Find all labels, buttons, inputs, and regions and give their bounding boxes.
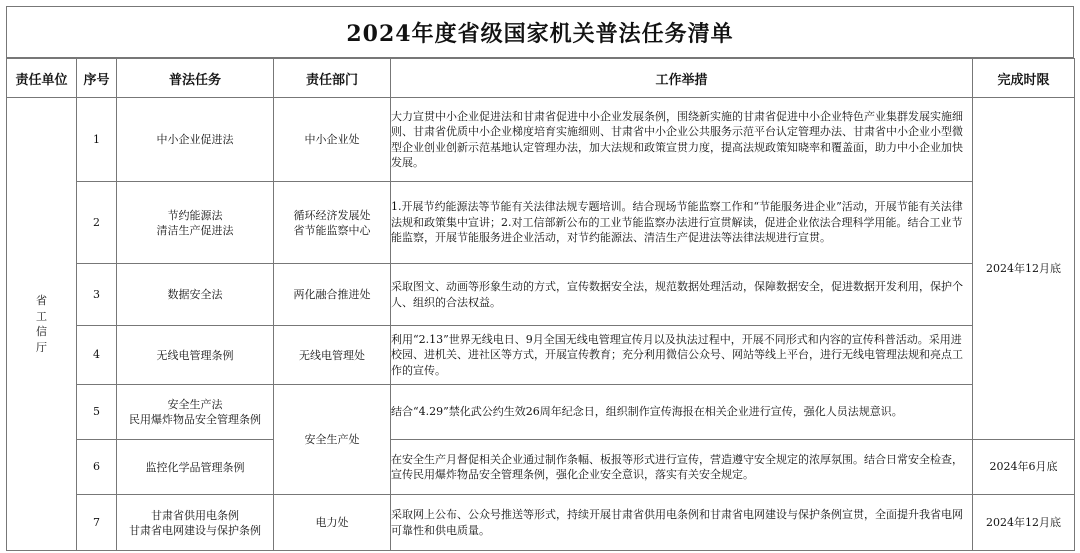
task-cell xyxy=(117,495,274,551)
task-line: 清洁生产促进法 xyxy=(156,223,234,237)
deadline-cell: 2024年6月底 xyxy=(973,440,1075,495)
row-number: 6 xyxy=(77,440,117,495)
dept-line: 两化融合推进处 xyxy=(293,288,371,301)
measures-cell: 采取图文、动画等形象生动的方式，宣传数据安全法，规范数据处理活动，保障数据安全，促进数据开发利用，保护个人、组织的合法权益。 xyxy=(391,264,973,326)
table-row xyxy=(7,264,1075,326)
header-dept: 责任部门 xyxy=(274,59,391,98)
task-cell xyxy=(117,182,274,264)
task-line: 监控化学品管理条例 xyxy=(145,460,245,474)
dept-line: 电力处 xyxy=(315,516,349,529)
task-cell xyxy=(117,440,274,495)
header-unit: 责任单位 xyxy=(7,59,77,98)
deadline-cell: 2024年12月底 xyxy=(973,98,1075,440)
row-number: 3 xyxy=(77,264,117,326)
task-line: 节约能源法 xyxy=(167,208,223,222)
table-row xyxy=(7,385,1075,440)
row-number: 7 xyxy=(77,495,117,551)
dept-cell xyxy=(274,98,391,182)
header-deadline: 完成时限 xyxy=(973,59,1075,98)
header-measures: 工作举措 xyxy=(391,59,973,98)
row-number: 4 xyxy=(77,326,117,385)
measures-cell: 利用“2.13”世界无线电日、9月全国无线电管理宣传月以及执法过程中，开展不同形式和内容的宣传科普活动。采用进校园、进机关、进社区等方式，开展宣传教育；充分利用微信公众号、网站等线上平台，进行无线电管理法规和亮点工作的宣传。 xyxy=(391,326,973,385)
measures-cell: 结合“4.29”禁化武公约生效26周年纪念日，组织制作宣传海报在相关企业进行宣传，强化人员法规意识。 xyxy=(391,385,973,440)
table-row xyxy=(7,326,1075,385)
task-line: 中小企业促进法 xyxy=(156,133,234,146)
row-number: 2 xyxy=(77,182,117,264)
deadline-cell: 2024年12月底 xyxy=(973,495,1075,551)
task-line: 民用爆炸物品安全管理条例 xyxy=(129,413,261,426)
document-title: 2024年度省级国家机关普法任务清单 xyxy=(6,6,1074,58)
task-cell xyxy=(117,98,274,182)
task-line: 数据安全法 xyxy=(167,288,223,301)
table-row xyxy=(7,98,1075,182)
row-number: 1 xyxy=(77,98,117,182)
measures-cell: 大力宣贯中小企业促进法和甘肃省促进中小企业发展条例，围绕新实施的甘肃省促进中小企业特色产业集群发展实施细则、甘肃省优质中小企业梯度培育实施细则、甘肃省中小企业公共服务示范平台认定管理办法、甘肃省中小企业小型微型企业创业创新示范基地认定管理办法，加大法规和政策宣贯力度，提高法规政策知晓率和覆盖面，助力中小企业加快发展。 xyxy=(391,98,973,182)
measures-cell: 采取网上公布、公众号推送等形式，持续开展甘肃省供用电条例和甘肃省电网建设与保护条例宣贯，全面提升我省电网可靠性和供电质量。 xyxy=(391,495,973,551)
task-cell xyxy=(117,385,274,440)
task-table xyxy=(6,58,1075,551)
task-cell xyxy=(117,326,274,385)
dept-cell xyxy=(274,264,391,326)
table-row xyxy=(7,440,1075,495)
dept-line: 中小企业处 xyxy=(304,133,360,146)
measures-cell: 在安全生产月督促相关企业通过制作条幅、板报等形式进行宣传，营造遵守安全规定的浓厚氛围。结合日常安全检查，宣传民用爆炸物品安全管理条例，强化企业安全意识，落实有关安全规定。 xyxy=(391,440,973,495)
table-row xyxy=(7,182,1075,264)
dept-cell-shared: 安全生产处 xyxy=(274,385,391,495)
task-line: 无线电管理条例 xyxy=(156,348,234,362)
task-line: 甘肃省供用电条例 xyxy=(151,508,239,522)
table-header-row xyxy=(7,59,1075,98)
table-row xyxy=(7,495,1075,551)
row-number: 5 xyxy=(77,385,117,440)
dept-line: 无线电管理处 xyxy=(299,348,365,362)
measures-cell: 1.开展节约能源法等节能有关法律法规专题培训。结合现场节能监察工作和“节能服务进企业”活动，开展节能有关法律法规和政策集中宣讲；2.对工信部新公布的工业节能监察办法进行宣贯解读，促进企业依法合理科学用能。结合工业节能监察，开展节能服务进企业活动，对节约能源法、清洁生产促进法等法律法规进行宣贯。 xyxy=(391,182,973,264)
dept-cell xyxy=(274,326,391,385)
dept-line: 循环经济发展处 xyxy=(293,208,371,222)
dept-cell xyxy=(274,182,391,264)
task-cell xyxy=(117,264,274,326)
task-line: 甘肃省电网建设与保护条例 xyxy=(129,523,261,537)
dept-line: 省节能监察中心 xyxy=(293,223,371,237)
dept-cell xyxy=(274,495,391,551)
task-line: 安全生产法 xyxy=(167,398,223,411)
header-no: 序号 xyxy=(77,59,117,98)
responsible-unit-cell xyxy=(7,98,77,551)
header-task: 普法任务 xyxy=(117,59,274,98)
responsible-unit: 省工信厅 xyxy=(36,294,47,354)
